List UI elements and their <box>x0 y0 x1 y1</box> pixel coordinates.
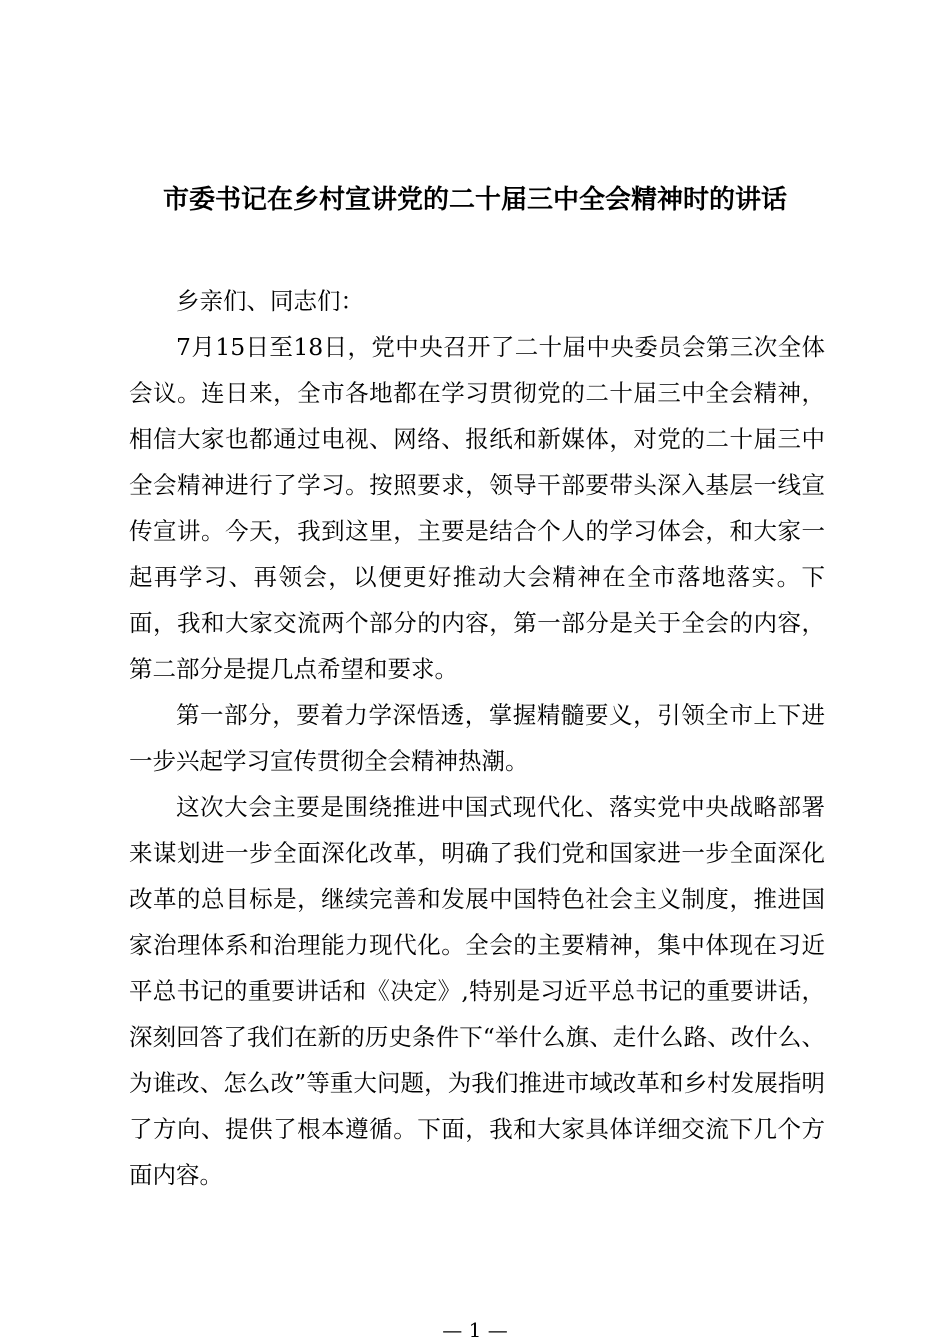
page-number: — 1 — <box>442 1318 508 1342</box>
document-title: 市委书记在乡村宣讲党的二十届三中全会精神时的讲话 <box>162 185 787 215</box>
paragraph-intro: 7月15日至18日，党中央召开了二十届中央委员会第三次全体会议。连日来，全市各地都在学习贯彻党的二十届三中全会精神，相信大家也都通过电视、网络、报纸和新媒体，对党的二十届三中全会精神进行了学习。按照要求，领导干部要带头深入基层一线宣传宣讲。今天，我到这里，主要是结合个人的学习体会，和大家一起再学习、再领会，以便更好推动大会精神在全市落地落实。下面，我和大家交流两个部分的内容，第一部分是关于全会的内容，第二部分是提几点希望和要求。 <box>129 333 825 683</box>
document-body <box>129 278 825 1198</box>
paragraph-salutation: 乡亲们、同志们： <box>176 287 364 315</box>
paragraph-part-one-heading: 第一部分，要着力学深悟透，掌握精髓要义，引领全市上下进一步兴起学习宣传贯彻全会精神热潮。 <box>129 701 825 775</box>
paragraph-part-one-content: 这次大会主要是围绕推进中国式现代化、落实党中央战略部署来谋划进一步全面深化改革，明确了我们党和国家进一步全面深化改革的总目标是，继续完善和发展中国特色社会主义制度，推进国家治理体系和治理能力现代化。全会的主要精神，集中体现在习近平总书记的重要讲话和《决定》,特别是习近平总书记的重要讲话，深刻回答了我们在新的历史条件下“举什么旗、走什么路、改什么、为谁改、怎么改”等重大问题，为我们推进市域改革和乡村发展指明了方向、提供了根本遵循。下面，我和大家具体详细交流下几个方面内容。 <box>129 793 825 1189</box>
